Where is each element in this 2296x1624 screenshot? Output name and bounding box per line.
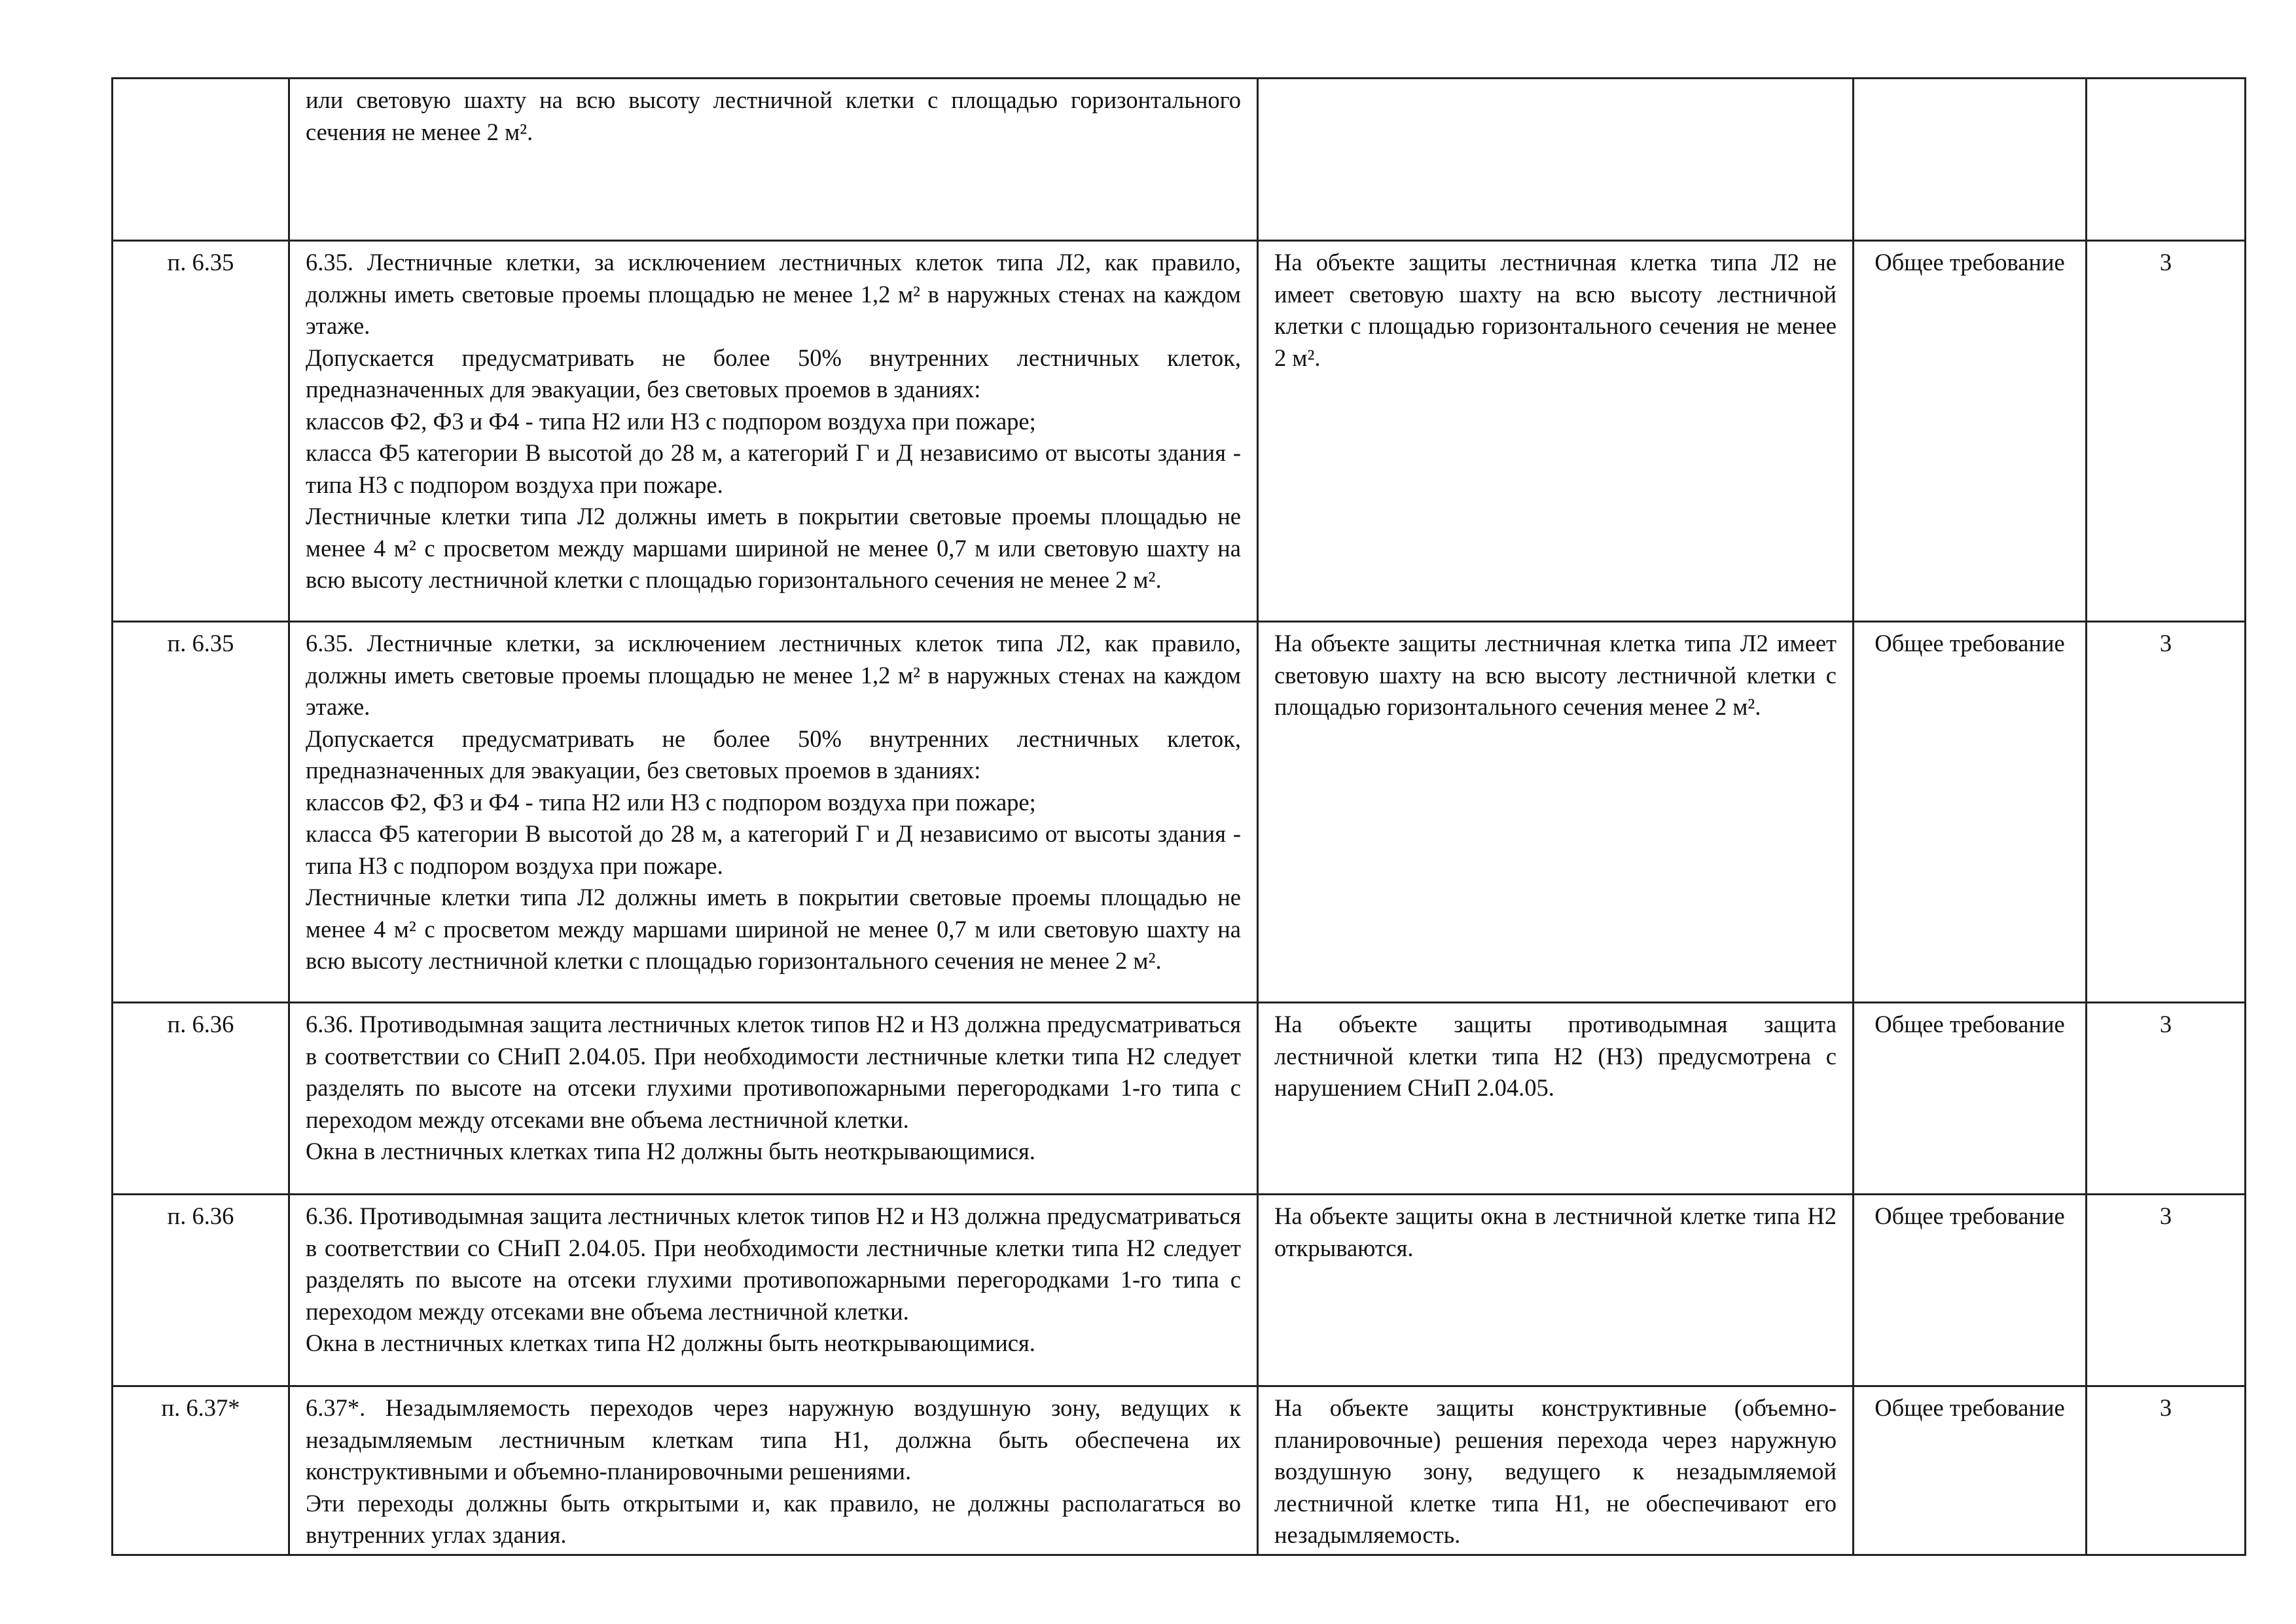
requirement-paragraph: 6.37*. Незадымляемость переходов через наружную воздушную зону, ведущих к незадымляемым лестничным клеткам типа Н1, должна быть обеспечена их конструктивными и объемно-планировочными решениями.: [306, 1394, 1241, 1485]
requirement-paragraph: или световую шахту на всю высоту лестничной клетки с площадью горизонтального сечения не менее 2 м².: [306, 86, 1241, 145]
requirement-paragraph: 6.36. Противодымная защита лестничных клеток типов Н2 и Н3 должна предусматриваться в соответствии со СНиП 2.04.05. При необходимости лестничные клетки типа Н2 следует разделять по высоте на отсеки глухими противопожарными перегородками 1-го типа с переходом между отсеками вне объема лестничной клетки.: [306, 1011, 1241, 1133]
requirement-paragraph: Лестничные клетки типа Л2 должны иметь в покрытии световые проемы площадью не менее 4 м² с просветом между маршами шириной не менее 0,7 м или световую шахту на всю высоту лестничной клетки с площадью горизонтального сечения не менее 2 м².: [306, 503, 1241, 593]
requirement-paragraph: 6.35. Лестничные клетки, за исключением лестничных клеток типа Л2, как правило, должны иметь световые проемы площадью не менее 1,2 м² в наружных стенах на каждом этаже.: [306, 630, 1241, 720]
requirement-paragraph: Эти переходы должны быть открытыми и, как правило, не должны располагаться во внутренних углах здания.: [306, 1489, 1241, 1548]
severity-cell: 3: [2087, 1195, 2246, 1386]
requirement-paragraph: Допускается предусматривать не более 50% внутренних лестничных клеток, предназначенных для эвакуации, без световых проемов в зданиях:: [306, 725, 1241, 784]
table-row: [113, 1386, 2246, 1555]
severity-cell: 3: [2087, 1386, 2246, 1555]
violation-cell: На объекте защиты конструктивные (объемно-планировочные) решения перехода через наружную воздушную зону, ведущего к незадымляемой лестничной клетке типа Н1, не обеспечивают его незадымляемость.: [1258, 1386, 1854, 1555]
requirement-cell: [289, 241, 1258, 622]
requirement-cell: [289, 1195, 1258, 1386]
clause-cell: [113, 79, 289, 241]
requirement-paragraph: Лестничные клетки типа Л2 должны иметь в покрытии световые проемы площадью не менее 4 м² с просветом между маршами шириной не менее 0,7 м или световую шахту на всю высоту лестничной клетки с площадью горизонтального сечения не менее 2 м².: [306, 884, 1241, 974]
table-row: [113, 622, 2246, 1003]
violation-cell: На объекте защиты противодымная защита лестничной клетки типа Н2 (Н3) предусмотрена с нарушением СНиП 2.04.05.: [1258, 1003, 1854, 1195]
type-cell: Общее требование: [1854, 1195, 2087, 1386]
requirement-paragraph: классов Ф2, Ф3 и Ф4 - типа Н2 или Н3 с подпором воздуха при пожаре;: [306, 407, 1036, 435]
requirements-table: [111, 77, 2246, 1556]
requirement-paragraph: класса Ф5 категории В высотой до 28 м, а категорий Г и Д независимо от высоты здания - типа Н3 с подпором воздуха при пожаре.: [306, 820, 1241, 879]
requirement-cell: [289, 622, 1258, 1003]
table-row: [113, 1003, 2246, 1195]
requirement-paragraph: Окна в лестничных клетках типа Н2 должны быть неоткрывающимися.: [306, 1329, 1035, 1356]
severity-cell: [2087, 79, 2246, 241]
severity-cell: 3: [2087, 1003, 2246, 1195]
requirement-paragraph: Окна в лестничных клетках типа Н2 должны быть неоткрывающимися.: [306, 1138, 1035, 1164]
type-cell: Общее требование: [1854, 241, 2087, 622]
document-page: [111, 77, 2246, 1556]
table-row: [113, 79, 2246, 241]
requirement-paragraph: класса Ф5 категории В высотой до 28 м, а категорий Г и Д независимо от высоты здания - типа Н3 с подпором воздуха при пожаре.: [306, 439, 1241, 498]
table-row: [113, 241, 2246, 622]
severity-cell: 3: [2087, 241, 2246, 622]
violation-cell: На объекте защиты лестничная клетка типа Л2 не имеет световую шахту на всю высоту лестничной клетки с площадью горизонтального сечения не менее 2 м².: [1258, 241, 1854, 622]
violation-cell: На объекте защиты лестничная клетка типа Л2 имеет световую шахту на всю высоту лестничной клетки с площадью горизонтального сечения менее 2 м².: [1258, 622, 1854, 1003]
clause-cell: п. 6.35: [113, 622, 289, 1003]
violation-cell: [1258, 79, 1854, 241]
requirement-cell: [289, 1386, 1258, 1555]
violation-cell: На объекте защиты окна в лестничной клетке типа Н2 открываются.: [1258, 1195, 1854, 1386]
type-cell: [1854, 79, 2087, 241]
severity-cell: 3: [2087, 622, 2246, 1003]
clause-cell: п. 6.36: [113, 1003, 289, 1195]
requirement-paragraph: классов Ф2, Ф3 и Ф4 - типа Н2 или Н3 с подпором воздуха при пожаре;: [306, 788, 1036, 816]
type-cell: Общее требование: [1854, 1003, 2087, 1195]
requirement-paragraph: 6.36. Противодымная защита лестничных клеток типов Н2 и Н3 должна предусматриваться в соответствии со СНиП 2.04.05. При необходимости лестничные клетки типа Н2 следует разделять по высоте на отсеки глухими противопожарными перегородками 1-го типа с переходом между отсеками вне объема лестничной клетки.: [306, 1202, 1241, 1325]
requirement-cell: [289, 1003, 1258, 1195]
clause-cell: п. 6.35: [113, 241, 289, 622]
clause-cell: п. 6.37*: [113, 1386, 289, 1555]
type-cell: Общее требование: [1854, 1386, 2087, 1555]
requirement-paragraph: 6.35. Лестничные клетки, за исключением лестничных клеток типа Л2, как правило, должны иметь световые проемы площадью не менее 1,2 м² в наружных стенах на каждом этаже.: [306, 249, 1241, 339]
type-cell: Общее требование: [1854, 622, 2087, 1003]
table-row: [113, 1195, 2246, 1386]
requirement-cell: [289, 79, 1258, 241]
requirement-paragraph: Допускается предусматривать не более 50% внутренних лестничных клеток, предназначенных для эвакуации, без световых проемов в зданиях:: [306, 344, 1241, 403]
clause-cell: п. 6.36: [113, 1195, 289, 1386]
